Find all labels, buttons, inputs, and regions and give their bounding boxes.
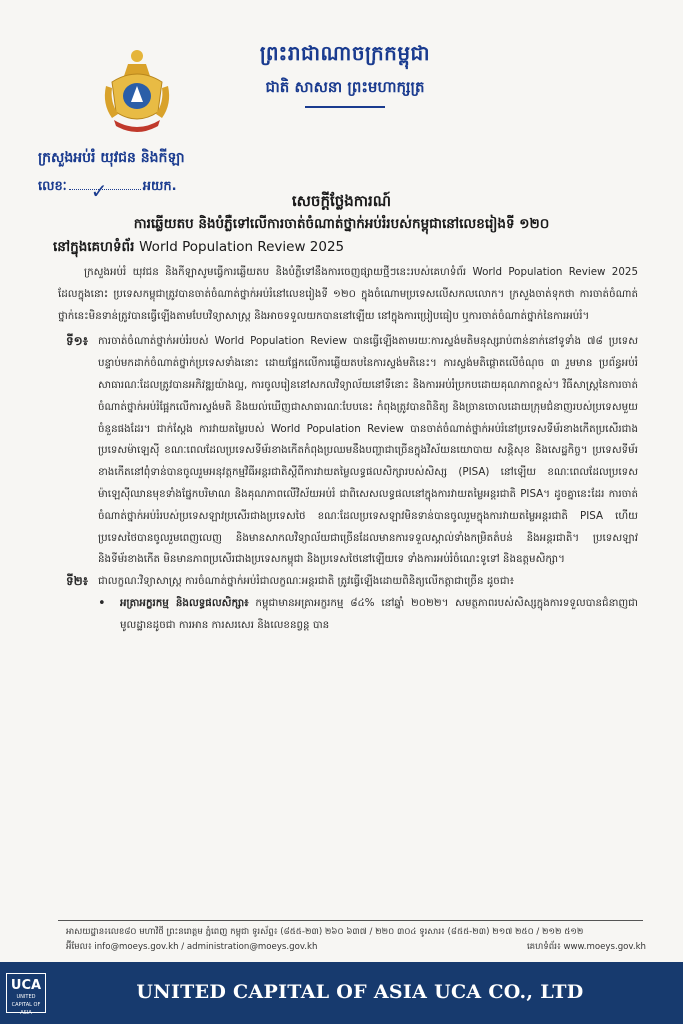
company-name: UNITED CAPITAL OF ASIA UCA CO., LTD: [136, 981, 584, 1003]
point-1-number: ទី១៖: [66, 334, 88, 349]
sub-point-body: កម្ពុជាមានអត្រាអក្ខរកម្ម ៨៤% នៅឆ្នាំ ២០២២។ សមត្ថភាពរបស់សិស្សក្នុងការទទួលបានជំនាញជាមូលដ្ឋានដូចជា ការអាន ការសរសេរ និងលេខនព្វន្ត បាន: [120, 596, 638, 631]
point-1-text: ការចាត់ចំណាត់ថ្នាក់អប់រំរបស់ World Population Review បានធ្វើឡើងតាមរយៈការស្ទង់មតិមនុស្សរាប់ពាន់នាក់នៅទូទាំង ៧៨ ប្រទេស បន្ទាប់មកដាក់ចំណាត់ថ្នាក់ប្រទេសទាំងនោះ ដោយផ្អែកលើការឆ្លើយតបនៃការស្ទង់មតិនេះ។ ការស្ទង់មតិផ្តោតលើចំណុច ៣ រួមមាន ប្រព័ន្ធអប់រំសាធារណៈដែលត្រូវបានអភិវឌ្ឍយ៉ាងល្អ, ការចូលរៀននៅសកលវិទ្យាល័យនៅទីនោះ និងការអប់រំប្រកបដោយគុណភាពខ្ពស់។ វិធីសាស្ត្រនៃការចាត់ចំណាត់ថ្នាក់អប់រំផ្អែកលើការស្ទង់មតិ និងយល់ឃើញជាសាធារណៈបែបនេះ កំពុងត្រូវបានពិនិត្យ និងច្រានចោលដោយក្រុមជំនាញរបស់ប្រទេសមួយចំនួនផងដែរ។ ជាក់ស្តែង ការវាយតម្លៃរបស់ World Population Review បានចាត់ចំណាត់ថ្នាក់អប់រំនៅប្រទេសទីម័រខាងកើតប្រសើរជាងប្រទេសម៉ាឡេស៊ី ខណៈពេលដែលប្រទេសទីម័រខាងកើតកំពុងប្រឈមនឹងបញ្ហាជាច្រើនក្នុងវិស័យនយោបាយ សន្តិសុខ និងសេដ្ឋកិច្ច។ ប្រទេសទីម័រខាងកើតនៅពុំទាន់បានចូលរួមអនុវត្តកម្មវិធីអន្តរជាតិស្តីពីការវាយតម្លៃលទ្ធផលសិក្សារបស់សិស្ស (PISA) នៅឡើយ ខណៈពេលដែលប្រទេសម៉ាឡេស៊ីឈានមុខទាំងផ្នែកបរិមាណ និងគុណភាពលើវិស័យអប់រំ ជាពិសេសលទ្ធផលនៅក្នុងការវាយតម្លៃអន្តរជាតិ PISA។ ដូចគ្នានេះដែរ ការចាត់ចំណាត់ថ្នាក់អប់រំរបស់ប្រទេសឡាវប្រសើរជាងប្រទេសថៃ ខណៈដែលប្រទេសឡាវមិនទាន់បានចូលរួមក្នុងការវាយតម្លៃអន្តរជាតិ PISA ហើយប្រទេសថៃបានចូលរួមពេញលេញ និងមានសាកលវិទ្យាល័យជាច្រើនដែលមានការទទួលស្គាល់ទាំងកម្រិតតំបន់ និងអន្តរជាតិ។ ប្រទេសឡាវ និងទីម័រខាងកើត មិនមានភាពប្រសើរជាងប្រទេសកម្ពុជា និងប្រទេសថៃនៅឡើយទេ ទាំងការអប់រំចំណេះទូទៅ និងឧត្តមសិក្សា។: [98, 335, 638, 566]
point-1: [58, 331, 638, 571]
ref-suffix: អយក.: [142, 179, 177, 194]
sub-point-text: [120, 593, 638, 637]
contact-email: អ៊ីមែល៖ info@moeys.gov.kh / administration@moeys.gov.kh: [66, 942, 318, 952]
ministry-name: ក្រសួងអប់រំ យុវជន និងកីឡា: [38, 150, 185, 166]
point-2-number: ទី២៖: [66, 574, 88, 589]
intro-paragraph: ក្រសួងអប់រំ យុវជន និងកីឡាសូមធ្វើការឆ្លើយតប និងបំភ្លឺទៅនឹងការចេញផ្សាយថ្មីៗនេះរបស់គេហទំព័រ World Population Review 2025 ដែលក្នុងនោះ ប្រទេសកម្ពុជាត្រូវបានចាត់ចំណាត់ថ្នាក់អប់រំនៅលេខរៀងទី ១២០ ក្នុងចំណោមប្រទេសលើសកលលោក។ ក្រសួងចាត់ទុកថា ការចាត់ចំណាត់ថ្នាក់នេះមិនទាន់ត្រូវបានធ្វើឡើងតាមបែបវិទ្យាសាស្ត្រ និងអាចទទួលយកបាននៅឡើយ នៅក្នុងការប្រៀបធៀប ឬការចាត់ចំណាត់ថ្នាក់នៃការអប់រំ។: [58, 266, 638, 322]
motto-divider: [305, 106, 385, 108]
contact-website: គេហទំព័រ៖ www.moeys.gov.kh: [526, 942, 646, 952]
title-line-3: [30, 236, 653, 259]
title-line-1: សេចក្តីថ្លែងការណ៍: [291, 192, 392, 210]
bullet-icon: •: [98, 595, 106, 611]
national-motto: ជាតិ សាសនា ព្រះមហាក្សត្រ: [265, 78, 425, 96]
royal-emblem-icon: [98, 42, 176, 136]
logo-sub-text: UNITED CAPITAL OF ASIA: [11, 994, 41, 1016]
statement-body: [58, 262, 638, 637]
company-footer: [0, 962, 683, 1024]
title-line-3-khmer: នៅក្នុងគេហទំព័រ: [53, 239, 135, 255]
statement-title: [30, 190, 653, 259]
contact-info: [66, 925, 646, 955]
kingdom-title: ព្រះរាជាណាចក្រកម្ពុជា: [259, 41, 431, 65]
kingdom-header: [215, 40, 475, 108]
point-2-text: ជាលក្ខណៈវិទ្យាសាស្ត្រ ការចំណាត់ថ្នាក់អប់រំជាលក្ខណៈអន្តរជាតិ ត្រូវធ្វើឡើងដោយពិនិត្យលើកត្តាជាច្រើន ដូចជា៖: [98, 575, 515, 588]
footer-divider: [58, 920, 643, 921]
contact-address: អាសយដ្ឋាន៖លេខ៨០ មហាវិថី ព្រះនរោត្តម ភ្នំពេញ កម្ពុជា ទូរស័ព្ទ៖ (៨៥៥-២៣) ២៦០ ៦៣៧ / ២២០ ៣០៤ ទូរសារ៖ (៨៥៥-២៣) ២១៧ ២៥០ / ២១២ ៥១២: [66, 927, 584, 937]
logo-main-text: UCA: [10, 978, 42, 993]
title-line-2: ការឆ្លើយតប និងបំភ្លឺទៅលើការចាត់ចំណាត់ថ្នាក់អប់រំរបស់កម្ពុជានៅលេខរៀងទី ១២០: [133, 216, 550, 232]
uca-logo-icon: [6, 973, 46, 1016]
ref-prefix: លេខៈ: [38, 179, 67, 194]
title-line-3-english: World Population Review 2025: [139, 239, 345, 255]
check-mark-icon: ✓: [90, 179, 108, 203]
point-2: [58, 571, 638, 593]
sub-point-heading: អត្រាអក្ខរកម្ម និងលទ្ធផលសិក្សា៖: [120, 596, 249, 609]
sub-point-literacy: [58, 593, 638, 637]
